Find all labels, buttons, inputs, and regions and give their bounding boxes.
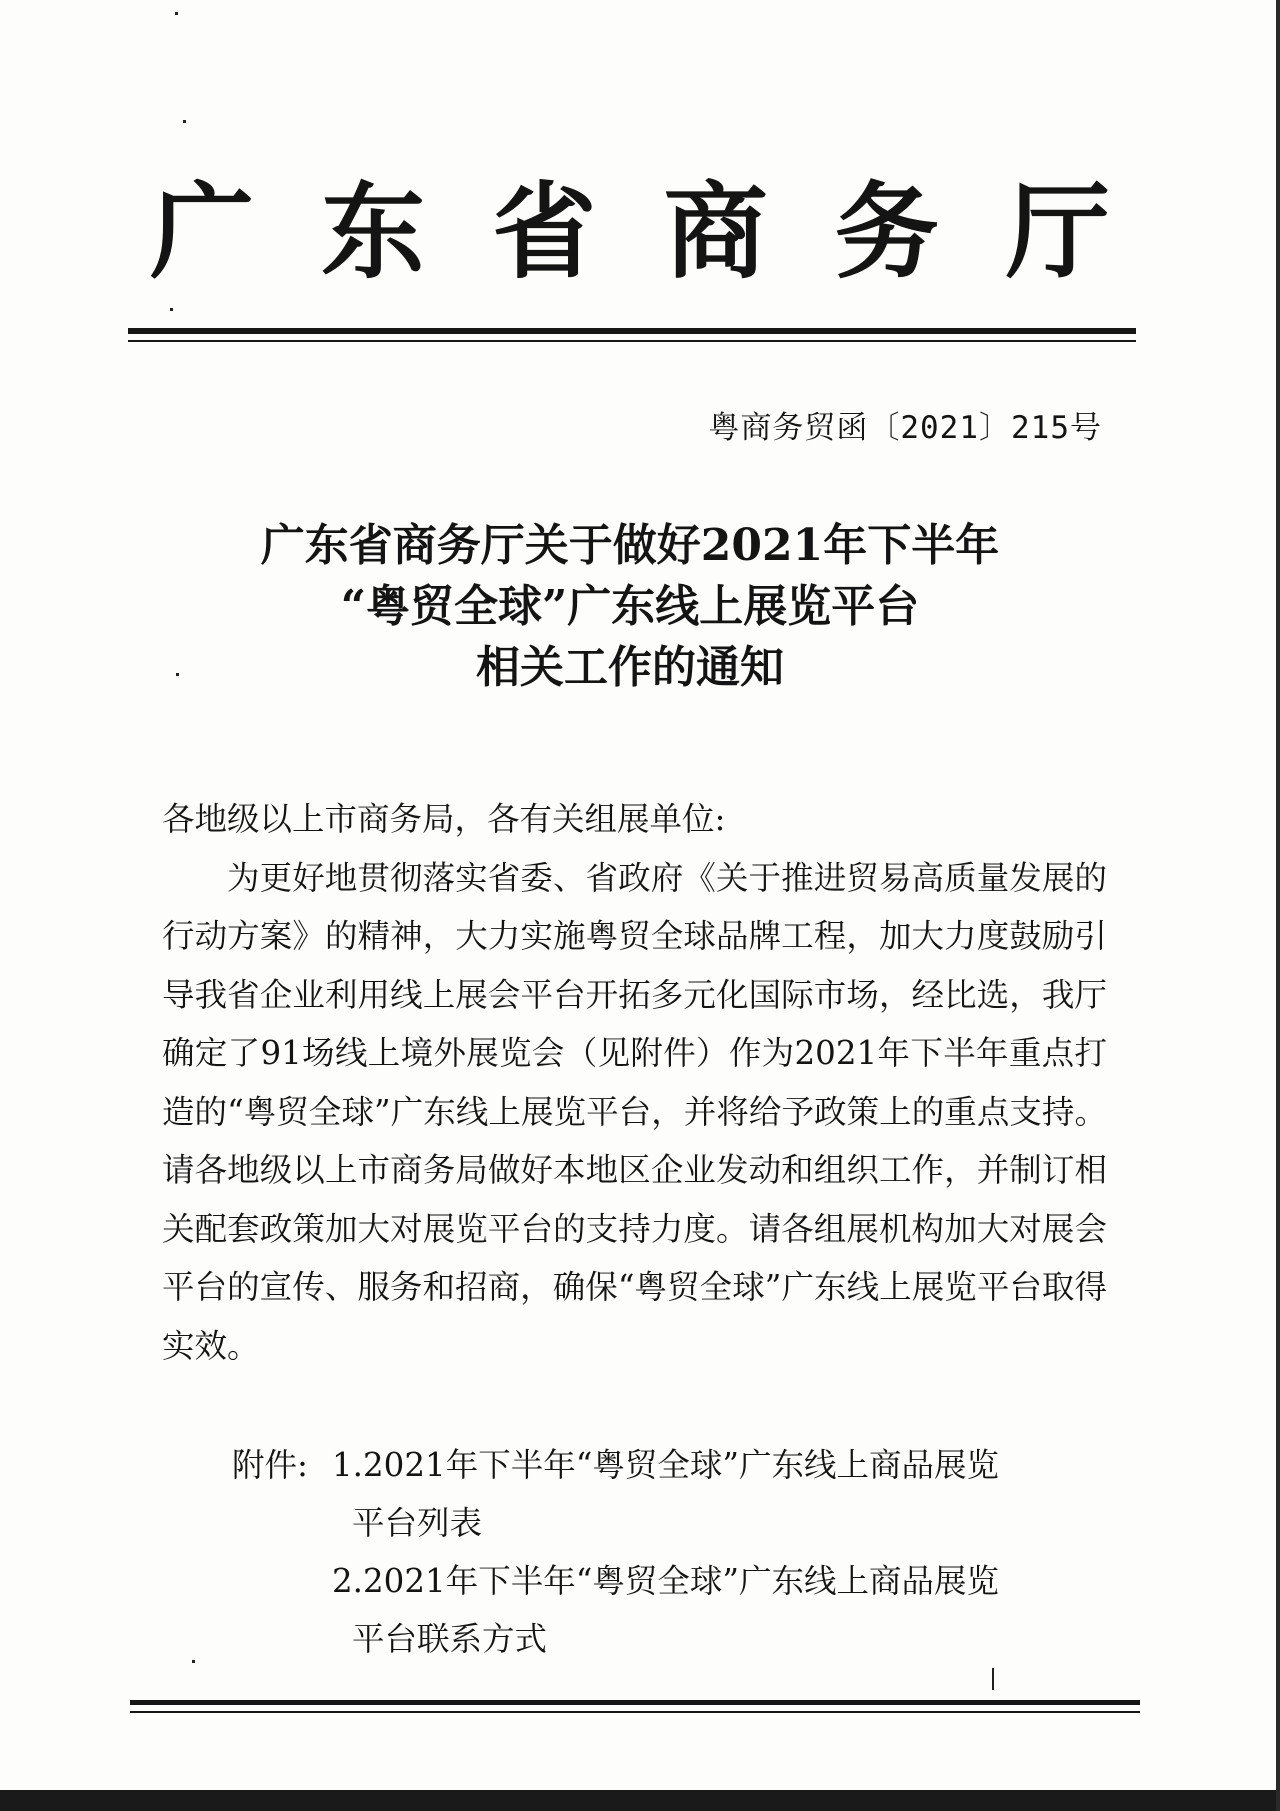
scan-edge-right [1276, 0, 1280, 1811]
attachments-label-spacer [232, 1552, 332, 1668]
attachment-item [332, 1552, 1072, 1668]
footer-rule-thick [130, 1700, 1140, 1705]
scan-speck [176, 673, 179, 676]
salutation: 各地级以上市商务局，各有关组展单位: [162, 800, 726, 838]
document-title [150, 515, 1110, 698]
header-char: 商 [663, 170, 768, 293]
header-rule-thick [128, 328, 1136, 334]
scan-speck [183, 120, 186, 123]
attachment-row [232, 1436, 1072, 1552]
header-char: 广 [150, 170, 255, 293]
attachments-section [232, 1436, 1072, 1668]
issuer-header [150, 170, 1110, 295]
attachment-row [232, 1552, 1072, 1668]
scan-speck [170, 308, 173, 311]
header-char: 省 [492, 170, 597, 293]
attachments-label: 附件: [232, 1446, 308, 1484]
header-char: 厅 [1005, 170, 1110, 293]
title-line: “粤贸全球”广东线上展览平台 [340, 581, 920, 632]
body-paragraph: 为更好地贯彻落实省委、省政府《关于推进贸易高质量发展的行动方案》的精神，大力实施粤贸全球品牌工程，加大力度鼓励引导我省企业利用线上展会平台开拓多元化国际市场，经比选，我厅确定了91场线上境外展览会（见附件）作为2021年下半年重点打造的“粤贸全球”广东线上展览平台，并将给予政策上的重点支持。请各地级以上市商务局做好本地区企业发动和组织工作，并制订相关配套政策加大对展览平台的支持力度。请各组展机构加大对展会平台的宣传、服务和招商，确保“粤贸全球”广东线上展览平台取得实效。 [162, 858, 1107, 1365]
footer-rule-thin [130, 1711, 1140, 1713]
header-rule-thin [128, 340, 1136, 342]
scan-edge-bottom [0, 1790, 1280, 1811]
document-number: 粤商务贸函〔2021〕215号 [708, 410, 1102, 446]
attachment-title: 1.2021年下半年“粤贸全球”广东线上商品展览 [332, 1446, 999, 1484]
scan-mark [992, 1668, 994, 1690]
title-line: 广东省商务厅关于做好2021年下半年 [260, 520, 1000, 571]
header-char: 务 [834, 170, 939, 293]
attachment-title-cont: 平台联系方式 [352, 1620, 548, 1658]
title-line: 相关工作的通知 [476, 642, 784, 693]
document-body [162, 790, 1107, 1375]
attachment-item [332, 1436, 1072, 1552]
scan-speck [192, 1660, 195, 1663]
attachment-title-cont: 平台列表 [352, 1504, 483, 1542]
attachment-title: 2.2021年下半年“粤贸全球”广东线上商品展览 [332, 1562, 999, 1600]
header-char: 东 [321, 170, 426, 293]
scan-speck [175, 12, 178, 15]
